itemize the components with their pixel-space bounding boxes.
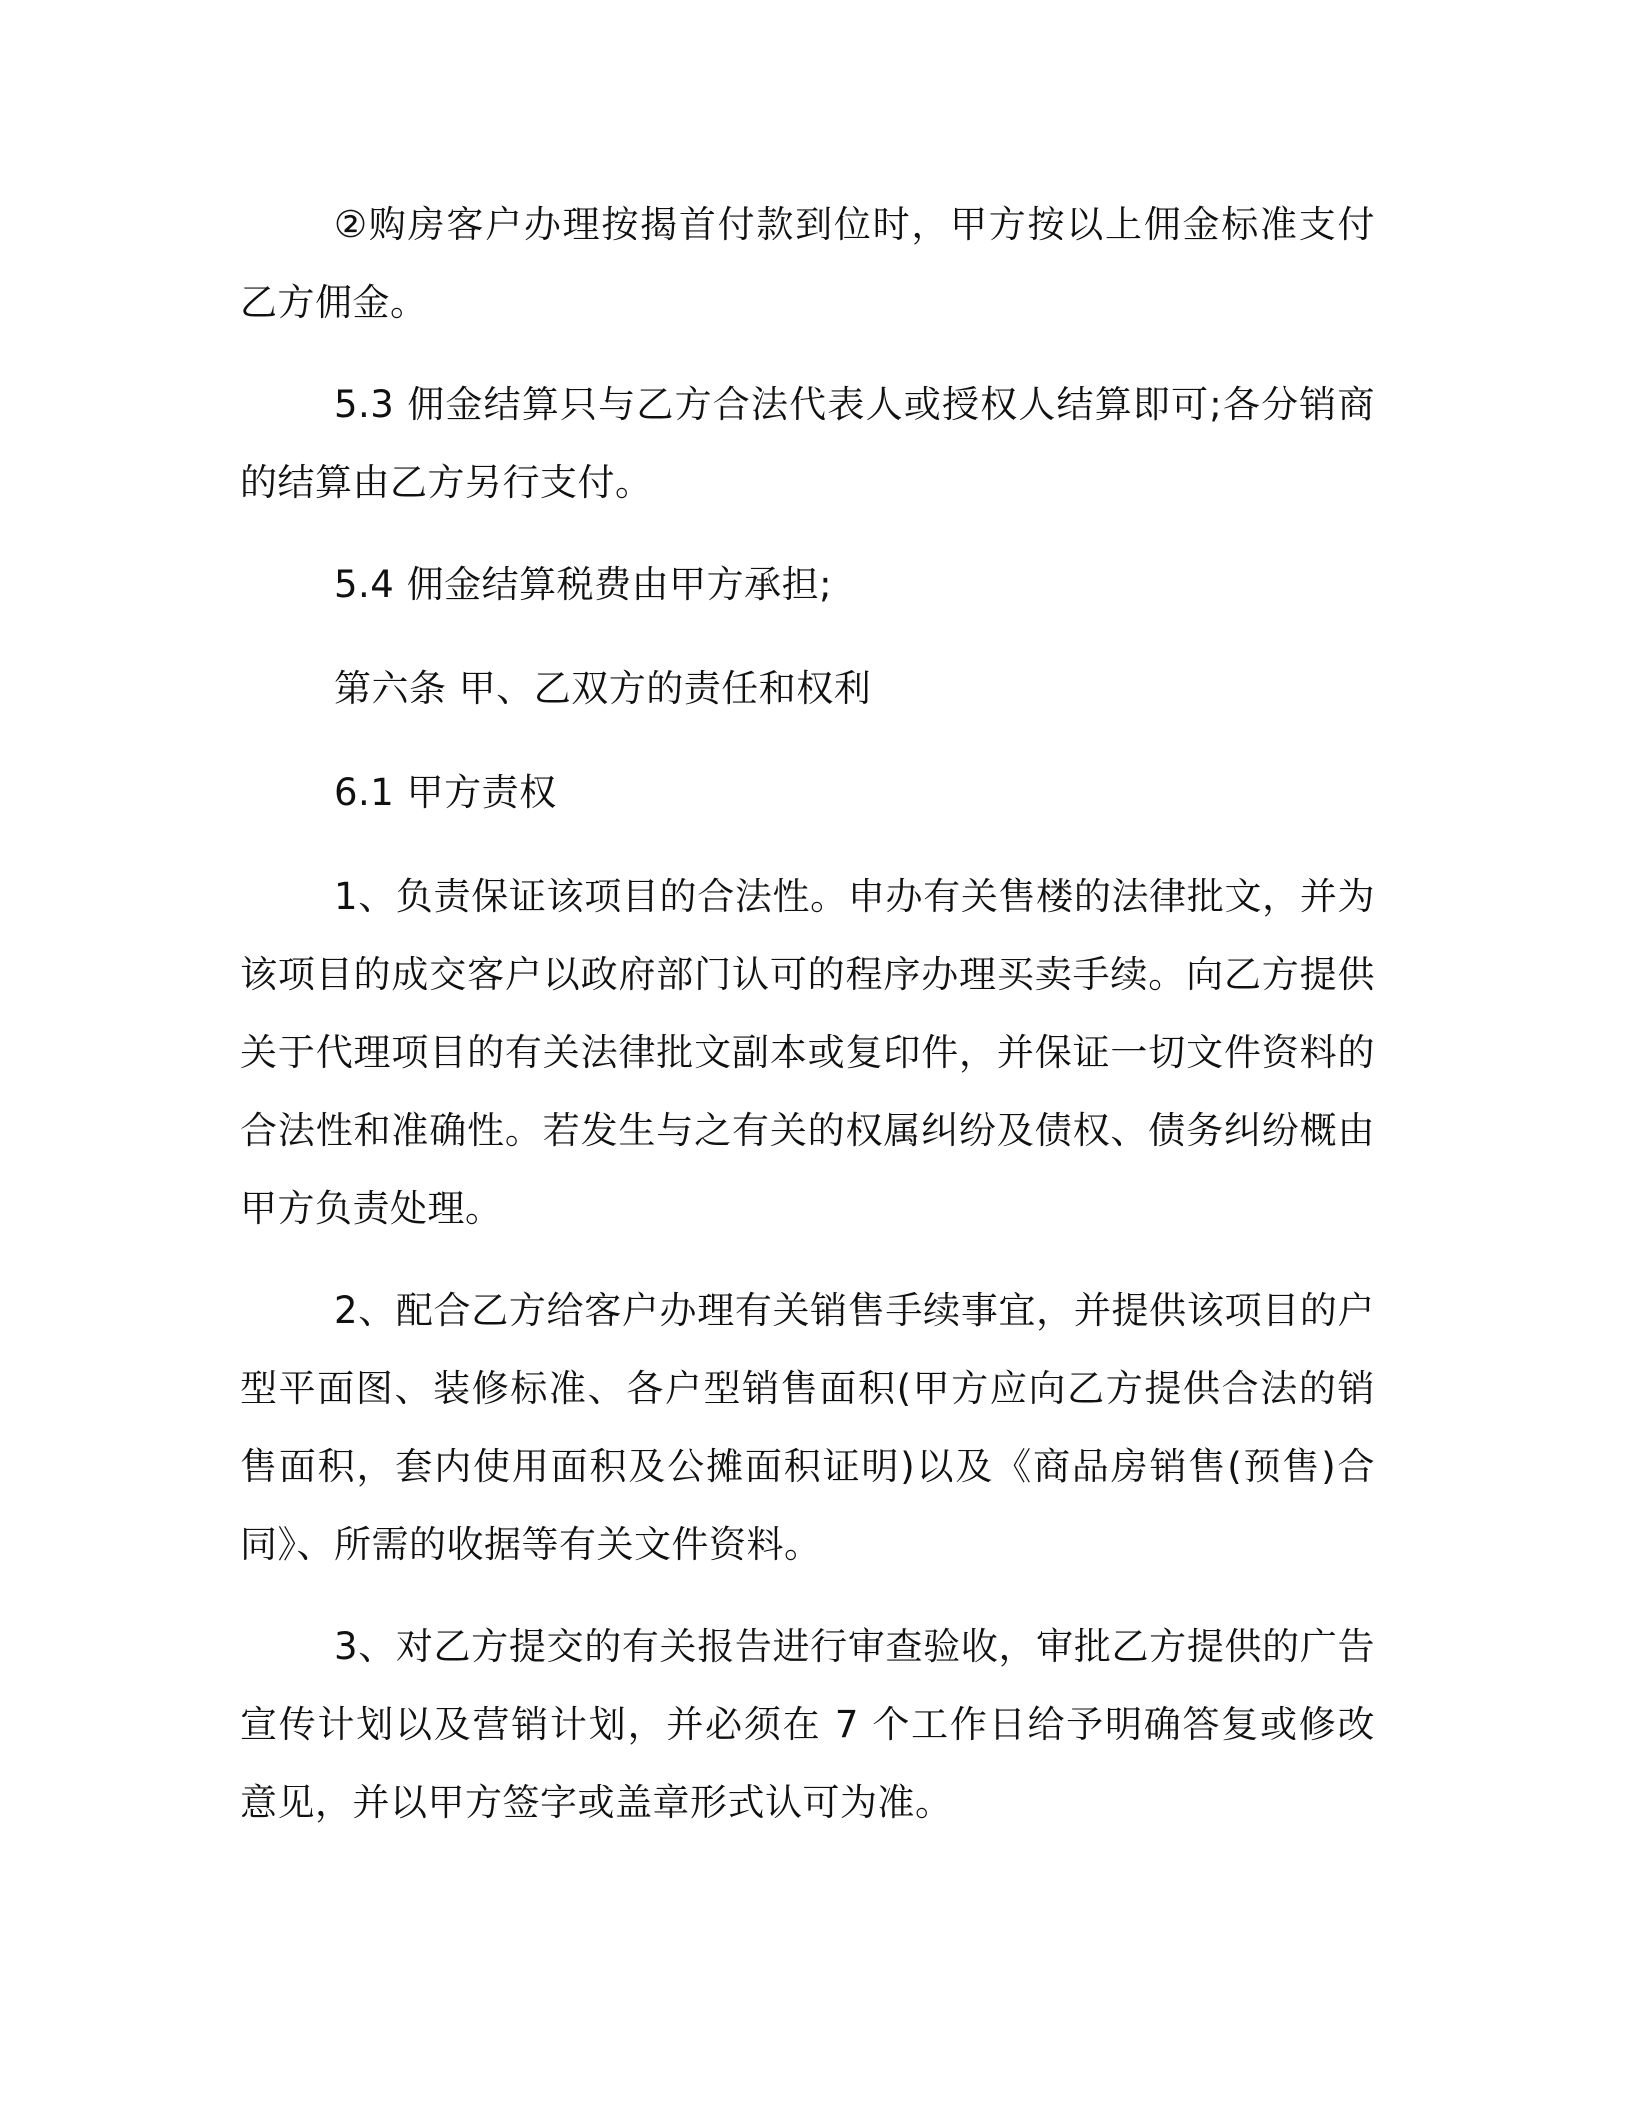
section-6-1-heading: 6.1 甲方责权 [334,771,557,814]
paragraph-5-3: 5.3 佣金结算只与乙方合法代表人或授权人结算即可;各分销商的结算由乙方另行支付。 [240,383,1375,504]
paragraph-commission-payment: ②购房客户办理按揭首付款到位时，甲方按以上佣金标准支付乙方佣金。 [240,203,1375,324]
paragraph-item-3: 3、对乙方提交的有关报告进行审查验收，审批乙方提供的广告宣传计划以及营销计划，并必须在 7 个工作日给予明确答复或修改意见，并以甲方签字或盖章形式认可为准。 [240,1625,1375,1824]
paragraph-item-2: 2、配合乙方给客户办理有关销售手续事宜，并提供该项目的户型平面图、装修标准、各户型销售面积(甲方应向乙方提供合法的销售面积，套内使用面积及公摊面积证明)以及《商品房销售(预售)合同》、所需的收据等有关文件资料。 [240,1289,1375,1566]
article-six-heading: 第六条 甲、乙双方的责任和权利 [334,667,872,710]
paragraph-item-1: 1、负责保证该项目的合法性。申办有关售楼的法律批文，并为该项目的成交客户以政府部门认可的程序办理买卖手续。向乙方提供关于代理项目的有关法律批文副本或复印件，并保证一切文件资料的合法性和准确性。若发生与之有关的权属纠纷及债权、债务纠纷概由甲方负责处理。 [240,875,1375,1230]
paragraph-5-4: 5.4 佣金结算税费由甲方承担; [334,563,833,606]
document-body [240,186,1375,1866]
